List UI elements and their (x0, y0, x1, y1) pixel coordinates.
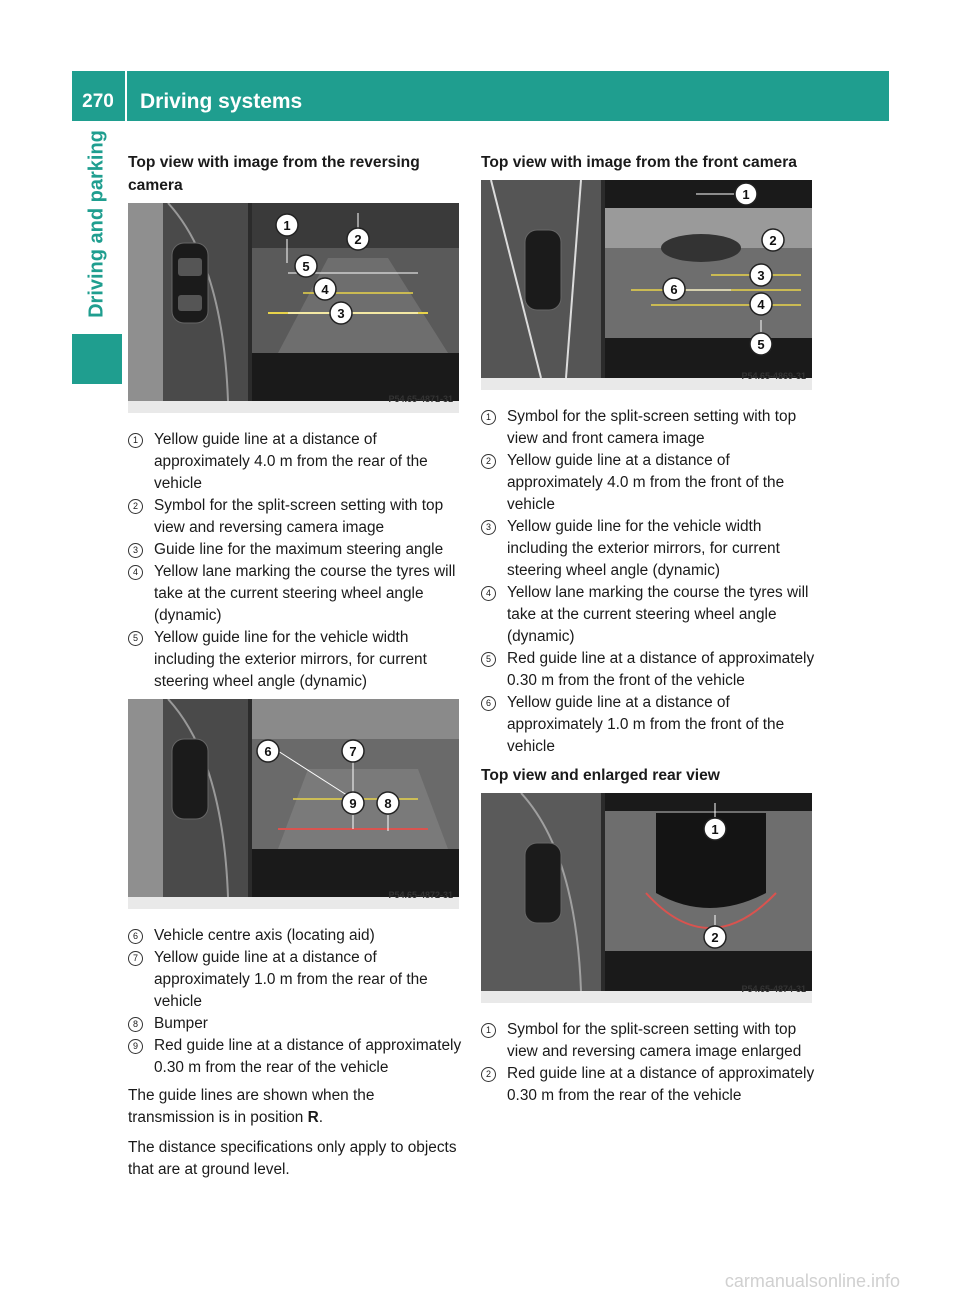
legend-item: 4 Yellow lane marking the course the tyres will take at the current steering wheel angle (dynamic) (481, 582, 816, 648)
legend-list-1 (128, 429, 463, 693)
callout-7: 7 (349, 744, 357, 759)
legend-item: 1 Symbol for the split-screen setting with top view and reversing camera image enlarged (481, 1019, 816, 1063)
legend-item: 1 Symbol for the split-screen setting with top view and front camera image (481, 406, 816, 450)
heading-front-camera: Top view with image from the front camera (481, 154, 797, 171)
legend-item: 6 Vehicle centre axis (locating aid) (128, 925, 463, 947)
heading-enlarged-rear-view: Top view and enlarged rear view (481, 767, 720, 784)
callout-3: 3 (337, 306, 345, 321)
callout-6: 6 (264, 744, 272, 759)
figure-reversing-camera (128, 203, 459, 413)
legend-item: 8 Bumper (128, 1013, 463, 1035)
section-title: Driving systems (140, 90, 303, 113)
legend-item: 9 Red guide line at a distance of approximately 0.30 m from the rear of the vehicle (128, 1035, 463, 1079)
legend-marker: 4 (481, 586, 496, 601)
callout-5: 5 (302, 259, 310, 274)
callout-2: 2 (711, 930, 719, 945)
figure-code: P54.65-4872-31 (388, 890, 453, 900)
legend-list-4 (481, 1019, 816, 1107)
callout-4: 4 (757, 297, 765, 312)
legend-marker: 6 (128, 929, 143, 944)
header-divider (125, 71, 127, 121)
legend-item: 2 Yellow guide line at a distance of approximately 4.0 m from the front of the vehicle (481, 450, 816, 516)
callout-8: 8 (384, 796, 392, 811)
side-tab (72, 126, 122, 322)
legend-item: 5 Red guide line at a distance of approximately 0.30 m from the front of the vehicle (481, 648, 816, 692)
legend-marker: 6 (481, 696, 496, 711)
figure-code: P54.65-4874-31 (741, 984, 806, 994)
paragraph-transmission: The guide lines are shown when the transmission is in position R. (128, 1087, 375, 1126)
figure-front-camera (481, 180, 812, 390)
callout-2: 2 (354, 232, 362, 247)
left-column (128, 151, 463, 1189)
camera-display-image (481, 180, 812, 390)
legend-item: 3 Yellow guide line for the vehicle width including the exterior mirrors, for current steering wheel angle (dynamic) (481, 516, 816, 582)
legend-marker: 8 (128, 1017, 143, 1032)
legend-item: 1 Yellow guide line at a distance of approximately 4.0 m from the rear of the vehicle (128, 429, 463, 495)
callout-4: 4 (321, 282, 329, 297)
chapter-label: Driving and parking (85, 130, 108, 318)
callout-1: 1 (711, 822, 719, 837)
legend-marker: 5 (481, 652, 496, 667)
camera-display-image (481, 793, 812, 1003)
page-number: 270 (82, 91, 114, 112)
legend-marker: 1 (128, 433, 143, 448)
legend-marker: 7 (128, 951, 143, 966)
legend-item: 7 Yellow guide line at a distance of approximately 1.0 m from the rear of the vehicle (128, 947, 463, 1013)
paragraph-ground-level: The distance specifications only apply to objects that are at ground level. (128, 1139, 457, 1178)
camera-display-image (128, 203, 459, 413)
side-tab-marker (72, 334, 122, 384)
watermark: carmanualsonline.info (724, 1271, 900, 1291)
callout-5: 5 (757, 337, 765, 352)
callout-6: 6 (670, 282, 678, 297)
legend-item: 2 Red guide line at a distance of approximately 0.30 m from the rear of the vehicle (481, 1063, 816, 1107)
legend-marker: 3 (481, 520, 496, 535)
legend-marker: 2 (481, 1067, 496, 1082)
heading-reversing-camera: Top view with image from the reversing camera (128, 154, 420, 194)
legend-list-2 (128, 925, 463, 1079)
legend-marker: 1 (481, 1023, 496, 1038)
page-header (72, 71, 889, 121)
camera-display-image (128, 699, 459, 909)
legend-marker: 5 (128, 631, 143, 646)
legend-item: 2 Symbol for the split-screen setting with top view and reversing camera image (128, 495, 463, 539)
legend-list-3 (481, 406, 816, 758)
legend-item: 3 Guide line for the maximum steering angle (128, 539, 463, 561)
callout-1: 1 (742, 187, 750, 202)
legend-item: 4 Yellow lane marking the course the tyres will take at the current steering wheel angle (dynamic) (128, 561, 463, 627)
legend-marker: 1 (481, 410, 496, 425)
figure-rear-guide-lines (128, 699, 459, 909)
legend-marker: 9 (128, 1039, 143, 1054)
figure-code: P54.65-4869-31 (741, 371, 806, 381)
right-column (481, 151, 816, 1113)
legend-item: 6 Yellow guide line at a distance of approximately 1.0 m from the front of the vehicle (481, 692, 816, 758)
legend-marker: 3 (128, 543, 143, 558)
figure-code: P54.65-4871-31 (388, 394, 453, 404)
legend-item: 5 Yellow guide line for the vehicle width including the exterior mirrors, for current steering wheel angle (dynamic) (128, 627, 463, 693)
callout-1: 1 (283, 218, 291, 233)
legend-marker: 4 (128, 565, 143, 580)
callout-3: 3 (757, 268, 765, 283)
legend-marker: 2 (481, 454, 496, 469)
figure-enlarged-rear-view (481, 793, 812, 1003)
legend-marker: 2 (128, 499, 143, 514)
callout-2: 2 (769, 233, 777, 248)
callout-9: 9 (349, 796, 357, 811)
